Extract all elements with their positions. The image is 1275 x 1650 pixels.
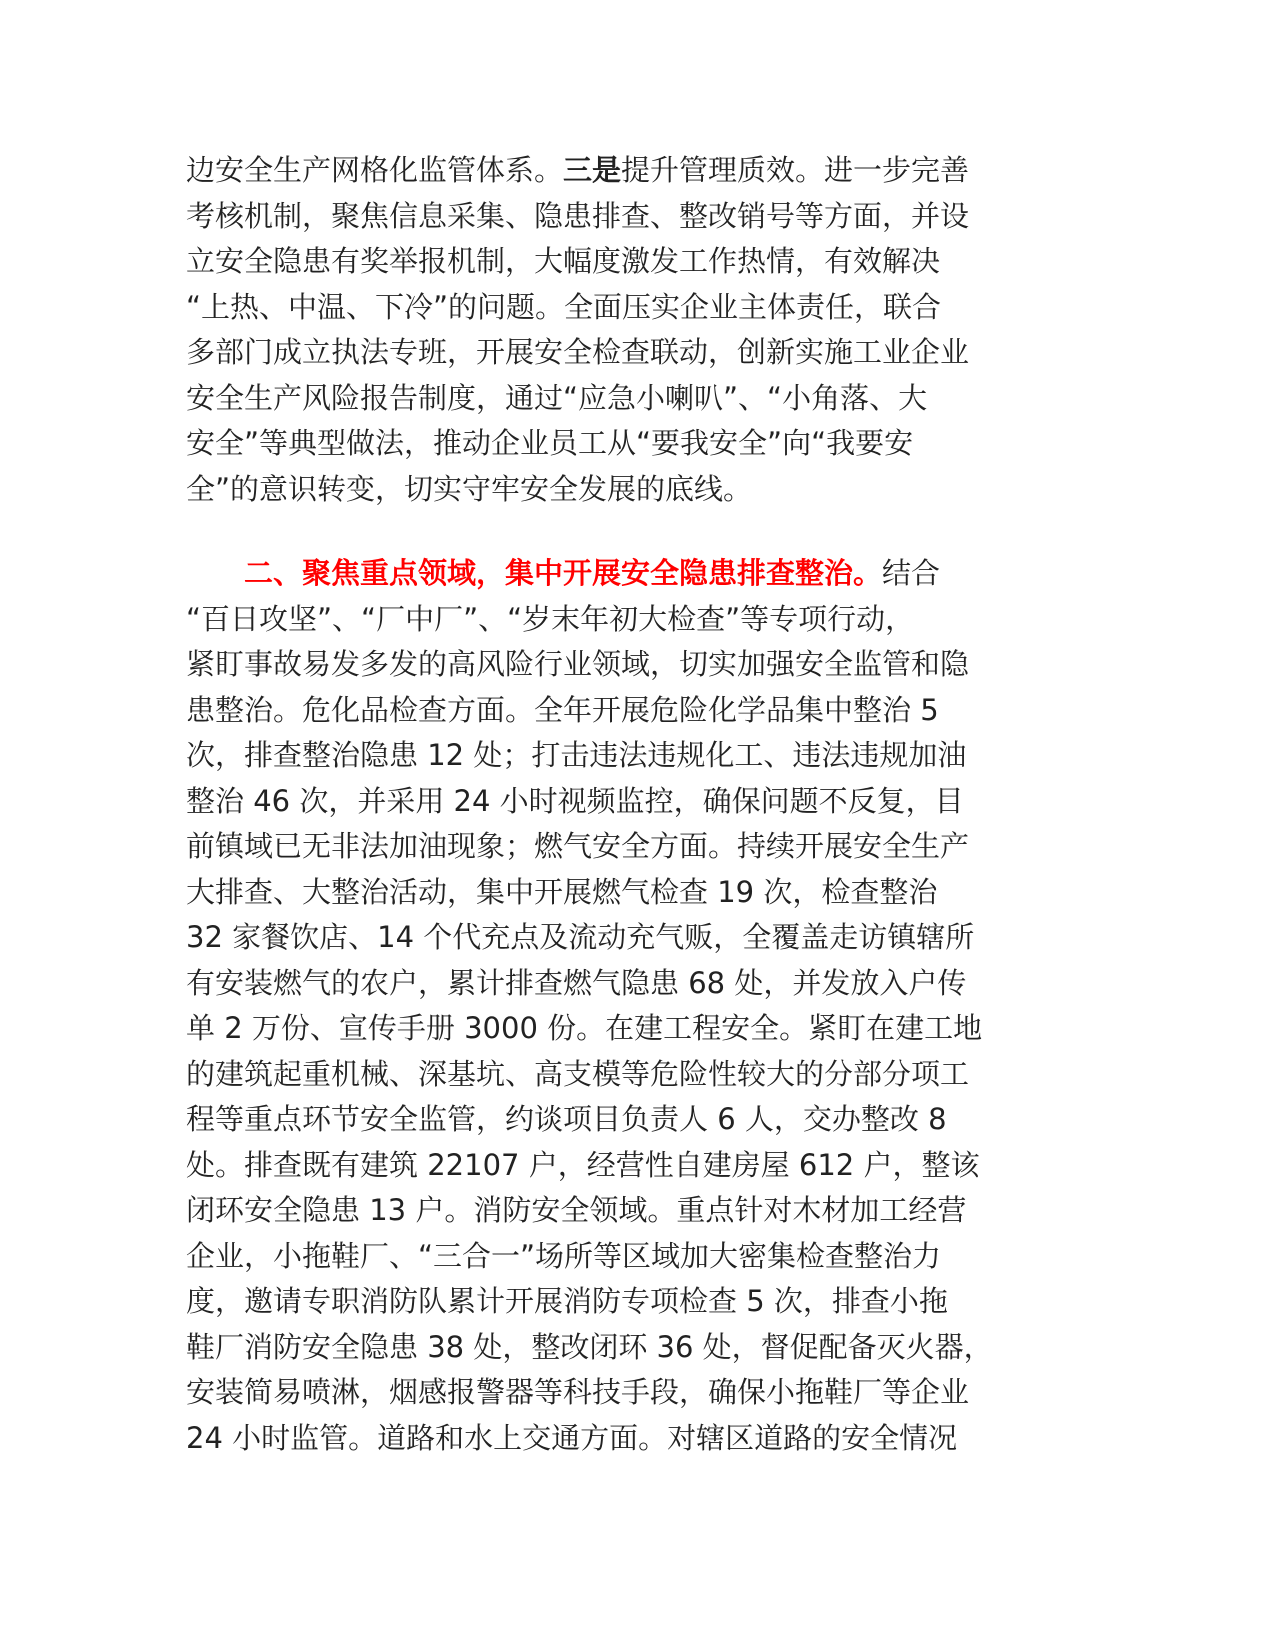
text-line: 紧盯事故易发多发的高风险行业领域，切实加强安全监管和隐 [186, 647, 970, 681]
text-line: 闭环安全隐患 13 户。消防安全领域。重点针对木材加工经营 [186, 1193, 967, 1227]
text-line: 立安全隐患有奖举报机制，大幅度激发工作热情，有效解决 [186, 244, 941, 278]
text-line: “百日攻坚”、“厂中厂”、“岁末年初大检查”等专项行动， [186, 601, 915, 636]
text-line: 全”的意识转变，切实守牢安全发展的底线。 [186, 471, 753, 506]
text-line: 次，排查整治隐患 12 处；打击违法违规化工、违法违规加油 [186, 738, 967, 772]
text-segment: 结合 [882, 556, 941, 590]
text-line: 安装简易喷淋，烟感报警器等科技手段，确保小拖鞋厂等企业 [186, 1375, 970, 1409]
paragraph-1 [186, 148, 1086, 512]
text-line: 整治 46 次，并采用 24 小时视频监控，确保问题不反复，目 [186, 783, 964, 818]
text-line: 处。排查既有建筑 22107 户，经营性自建房屋 612 户，整该 [186, 1147, 980, 1182]
text-line: 安全生产风险报告制度，通过“应急小喇叭”、“小角落、大 [186, 380, 928, 415]
section-heading: 二、聚焦重点领域，集中开展安全隐患排查整治。 [244, 556, 883, 590]
text-line: 程等重点环节安全监管，约谈项目负责人 6 人，交办整改 8 [186, 1102, 947, 1136]
text-line: 单 2 万份、宣传手册 3000 份。在建工程安全。紧盯在建工地 [186, 1011, 983, 1045]
bold-phrase: 三是 [563, 153, 622, 187]
text-line: 的建筑起重机械、深基坑、高支模等危险性较大的分部分项工 [186, 1056, 970, 1091]
text-line: 大排查、大整治活动，集中开展燃气检查 19 次，检查整治 [186, 874, 938, 909]
text-line: “上热、中温、下冷”的问题。全面压实企业主体责任，联合 [186, 289, 942, 324]
text-line: 32 家餐饮店、14 个代充点及流动充气贩，全覆盖走访镇辖所 [186, 920, 975, 954]
text-segment: 提升管理质效。进一步完善 [621, 153, 970, 187]
text-line: 患整治。危化品检查方面。全年开展危险化学品集中整治 5 [186, 692, 939, 727]
text-segment: 边安全生产网格化监管体系。 [186, 153, 564, 187]
text-line: 前镇域已无非法加油现象；燃气安全方面。持续开展安全生产 [186, 829, 970, 863]
text-line: 考核机制，聚焦信息采集、隐患排查、整改销号等方面，并设 [186, 198, 970, 233]
paragraph-2 [186, 551, 1086, 1461]
text-line: 24 小时监管。道路和水上交通方面。对辖区道路的安全情况 [186, 1420, 958, 1455]
text-line: 有安装燃气的农户，累计排查燃气隐患 68 处，并发放入户传 [186, 965, 967, 1000]
text-line: 度，邀请专职消防队累计开展消防专项检查 5 次，排查小拖 [186, 1284, 948, 1318]
text-line: 安全”等典型做法，推动企业员工从“要我安全”向“我要安 [186, 426, 914, 460]
heading-line [186, 551, 1086, 597]
text-line: 多部门成立执法专班，开展安全检查联动，创新实施工业企业 [186, 335, 970, 369]
text-line [186, 148, 1086, 194]
text-line: 企业，小拖鞋厂、“三合一”场所等区域加大密集检查整治力 [186, 1238, 942, 1273]
text-line: 鞋厂消防安全隐患 38 处，整改闭环 36 处，督促配备灭火器， [186, 1329, 993, 1364]
